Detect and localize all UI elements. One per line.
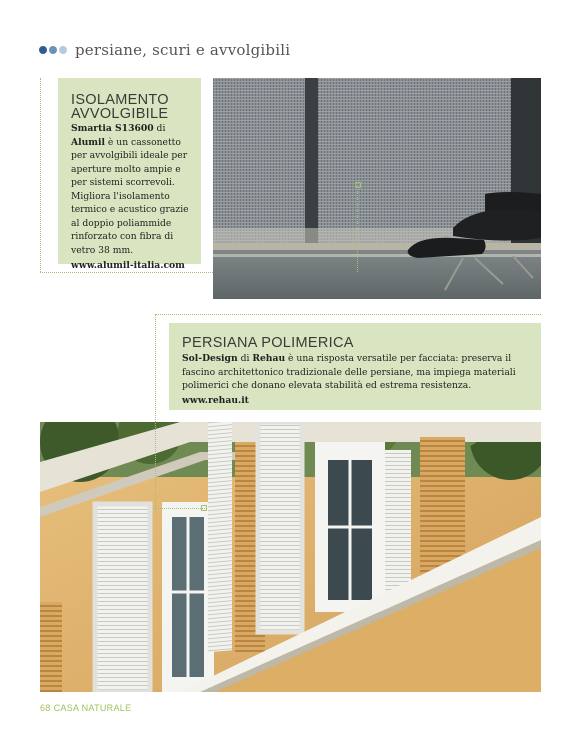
- photo-2-illustration: [40, 422, 541, 692]
- page-number: 68: [40, 703, 51, 713]
- article-2-body: [182, 352, 534, 393]
- article-1-text: è un cassonetto per avvolgibili ideale per aperture molto ampie e per sistemi scorrevoli. Migliora l'isolamento termico e acustico grazie al doppio poliammide rinforzato con fibra di vetro 38 mm.: [71, 136, 189, 256]
- article-2-title: PERSIANA POLIMERICA: [182, 335, 354, 351]
- article-2-connector: di: [237, 353, 253, 364]
- connector-line-1h: [40, 272, 213, 273]
- page-footer: [40, 703, 131, 713]
- article-2-url[interactable]: www.rehau.it: [182, 394, 249, 406]
- article-1-product: Smartia S13600: [71, 123, 154, 134]
- article-1-brand: Alumil: [71, 136, 106, 148]
- connector-line-1v: [40, 78, 41, 272]
- header-dot-1: [39, 46, 47, 54]
- marker-photo-1: [355, 182, 361, 188]
- connector-line-2h: [155, 314, 541, 315]
- article-1-body: [71, 122, 195, 257]
- article-1-box: [58, 78, 201, 271]
- marker-photo-2: [201, 505, 207, 511]
- article-1-url[interactable]: www.alumil-italia.com: [71, 260, 185, 271]
- connector-line-4h: [155, 508, 205, 509]
- section-header: [39, 40, 290, 60]
- section-title: persiane, scuri e avvolgibili: [75, 41, 291, 59]
- article-2-box: [169, 323, 541, 410]
- magazine-name: CASA NATURALE: [53, 703, 132, 713]
- article-1-title-line-2: AVVOLGIBILE: [71, 106, 169, 122]
- article-2-text: è una risposta versatile per facciata: preserva il fascino architettonico tradizionale delle persiane, ma impiega materiali polimerici che donano elevata stabilità ed estrema resistenza.: [182, 353, 516, 391]
- photo-facade-shutters: [40, 422, 541, 692]
- header-dot-3: [59, 46, 67, 54]
- photo-1-illustration: [213, 78, 541, 299]
- header-dot-2: [49, 46, 57, 54]
- article-2-product: Sol-Design: [182, 353, 238, 364]
- article-1-connector: di: [153, 123, 166, 134]
- photo-roller-shutter-room: [213, 78, 541, 299]
- connector-line-2v: [155, 314, 156, 514]
- article-2-brand: Rehau: [252, 353, 286, 364]
- connector-line-3v: [357, 185, 358, 272]
- article-1-title-line-1: ISOLAMENTO: [71, 92, 169, 108]
